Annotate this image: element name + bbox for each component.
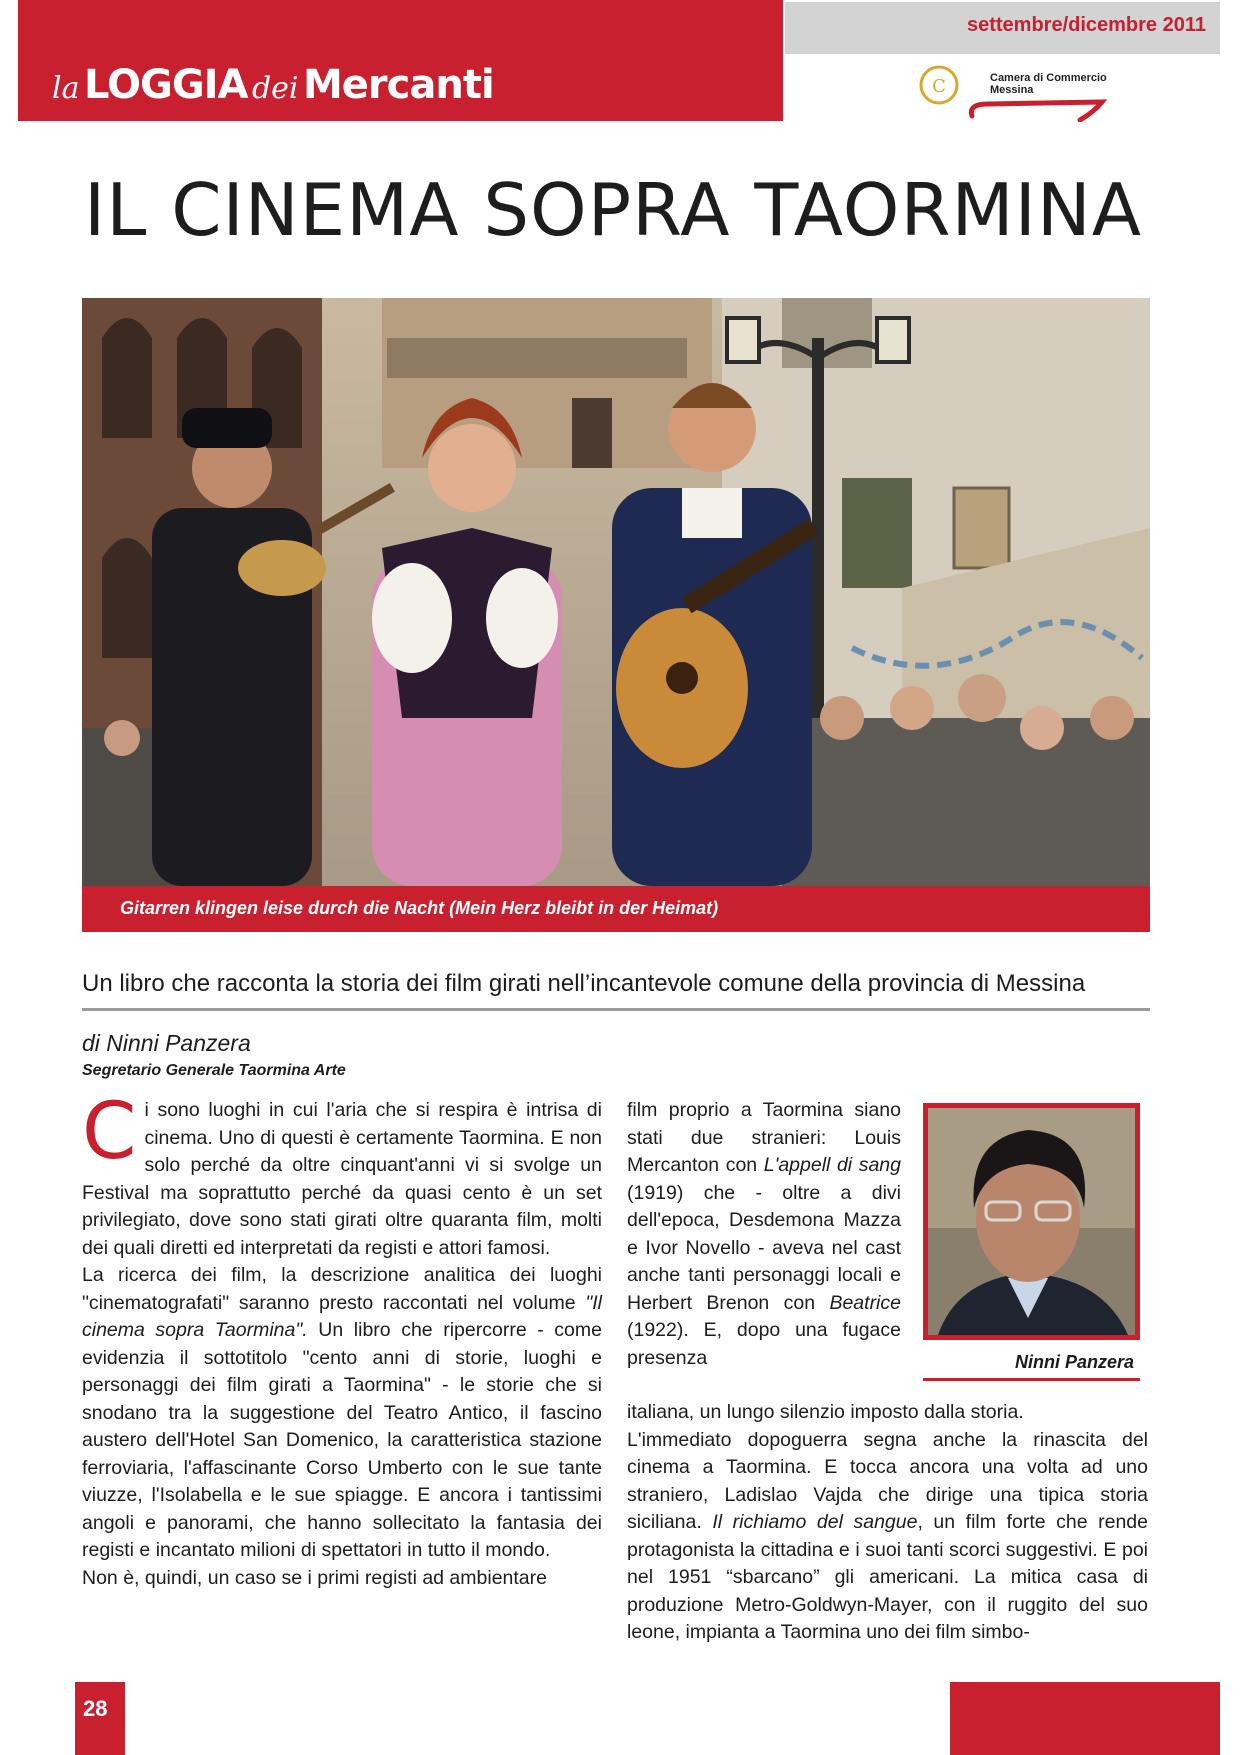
article-subtitle: Un libro che racconta la storia dei film girati nell’incantevole comune della provincia di Messina bbox=[82, 970, 1086, 997]
issue-date: settembre/dicembre 2011 bbox=[966, 14, 1206, 36]
chamber-name bbox=[990, 72, 1110, 96]
film-still-illustration bbox=[82, 298, 1150, 886]
masthead-mercanti: Mercanti bbox=[302, 62, 494, 108]
byline-role: Segretario Generale Taormina Arte bbox=[82, 1062, 346, 1079]
drop-cap: C bbox=[82, 1087, 137, 1177]
byline-author: di Ninni Panzera bbox=[82, 1030, 251, 1056]
subtitle-divider bbox=[82, 1008, 1150, 1011]
chamber-name-line1: Camera di Commercio bbox=[990, 72, 1107, 84]
paragraph-3: Non è, quindi, un caso se i primi registi ad ambientare bbox=[82, 1566, 547, 1589]
book-title: "Il cinema sopra Taormina". bbox=[82, 1291, 602, 1341]
masthead-logo bbox=[52, 62, 494, 108]
paragraph-5 bbox=[627, 1427, 1148, 1647]
film-still-photo bbox=[82, 298, 1150, 886]
portrait-caption: Ninni Panzera bbox=[1014, 1352, 1134, 1372]
paragraph-5-text-b: , un film forte che rende protagonista la cittadina e i suoi tanti scorci suggestivi. E poi nel 1951 “sbarcano” gli americani. La mitica casa di produzione Metro-Goldwyn-Mayer, con il ruggito del suo leone, impianta a Taormina uno dei film simbo- bbox=[627, 1511, 1149, 1643]
author-portrait bbox=[923, 1103, 1140, 1340]
photo-caption: Gitarren klingen leise durch die Nacht (Mein Herz bleibt in der Heimat) bbox=[120, 898, 719, 918]
footer-bar bbox=[950, 1682, 1220, 1755]
film-title-appell: L'appell di sang bbox=[763, 1154, 901, 1176]
page-number: 28 bbox=[83, 1696, 108, 1721]
paragraph-4-text-b: (1919) che - oltre a divi dell'epoca, Desdemona Mazza e Ivor Novello - aveva nel cast anche tanti personaggi locali e Herbert Brenon con bbox=[627, 1181, 901, 1314]
paragraph-2-text-b: Un libro che ripercorre - come evidenzia il sottotitolo "cento anni di storie, luoghi e personaggi dei film girati a Taormina" - le storie che si snodano tra la suggestione del Teatro Antico, il fascino austero dell'Hotel San Domenico, la caratteristica stazione ferroviaria, l'affascinante Corso Umberto con le sue tante viuzze, l'Isolabella e le sue spiagge. E ancora i tantissimi angoli e panorami, che hanno sollecitato la fantasia dei registi e incantato milioni di spettatori in tutto il mondo. bbox=[82, 1319, 602, 1561]
paragraph-5-text-a: L'immediato dopoguerra segna anche la rinascita del cinema a Taormina. E tocca ancora una volta ad uno straniero, Ladislao Vajda che dirige una tipica storia siciliana. bbox=[627, 1428, 1148, 1533]
masthead-loggia: LOGGIA bbox=[83, 62, 248, 108]
paragraph-1-text: i sono luoghi in cui l'aria che si respira è intrisa di cinema. Uno di questi è certamente Taormina. E non solo perché da oltre cinquant'anni vi si svolge un Festival ma soprattutto perché da quasi cento è un set privilegiato, dove sono stati girati oltre quaranta film, molti dei quali diretti ed interpretati da registi e attori famosi. bbox=[82, 1099, 602, 1259]
photo-caption-bar bbox=[82, 886, 1150, 932]
masthead-dei: dei bbox=[251, 71, 299, 106]
paragraph-4-end: italiana, un lungo silenzio imposto dalla storia. bbox=[627, 1401, 1024, 1423]
article-column-left bbox=[82, 1087, 602, 1592]
paragraph-4 bbox=[627, 1097, 901, 1372]
page-number-box bbox=[75, 1682, 125, 1755]
issue-date-box bbox=[785, 2, 1220, 54]
article-column-right-wide bbox=[627, 1399, 1148, 1647]
masthead-la: la bbox=[52, 71, 80, 106]
paragraph-2-text-a: La ricerca dei film, la descrizione analitica dei luoghi "cinematografati" saranno presto raccontati nel volume bbox=[82, 1264, 602, 1314]
svg-text:C: C bbox=[932, 76, 946, 97]
paragraph-1 bbox=[82, 1087, 602, 1262]
film-title-beatrice: Beatrice bbox=[829, 1291, 901, 1314]
chamber-name-line2: Messina bbox=[990, 84, 1034, 96]
paragraph-2 bbox=[82, 1262, 602, 1565]
article-title: IL CINEMA SOPRA TAORMINA bbox=[84, 168, 1142, 252]
article-column-right-narrow bbox=[627, 1097, 901, 1372]
film-title-richiamo: Il richiamo del sangue bbox=[712, 1511, 918, 1533]
masthead-bar bbox=[18, 0, 783, 121]
paragraph-4-text-a: film proprio a Taormina siano stati due stranieri: Louis Mercanton con bbox=[627, 1099, 901, 1176]
chamber-of-commerce-logo bbox=[918, 62, 1118, 122]
chamber-emblem-icon bbox=[918, 64, 960, 106]
author-portrait-image bbox=[928, 1108, 1135, 1335]
portrait-caption-rule bbox=[923, 1378, 1140, 1381]
paragraph-4-text-c: (1922). E, dopo una fugace presenza bbox=[627, 1319, 901, 1369]
